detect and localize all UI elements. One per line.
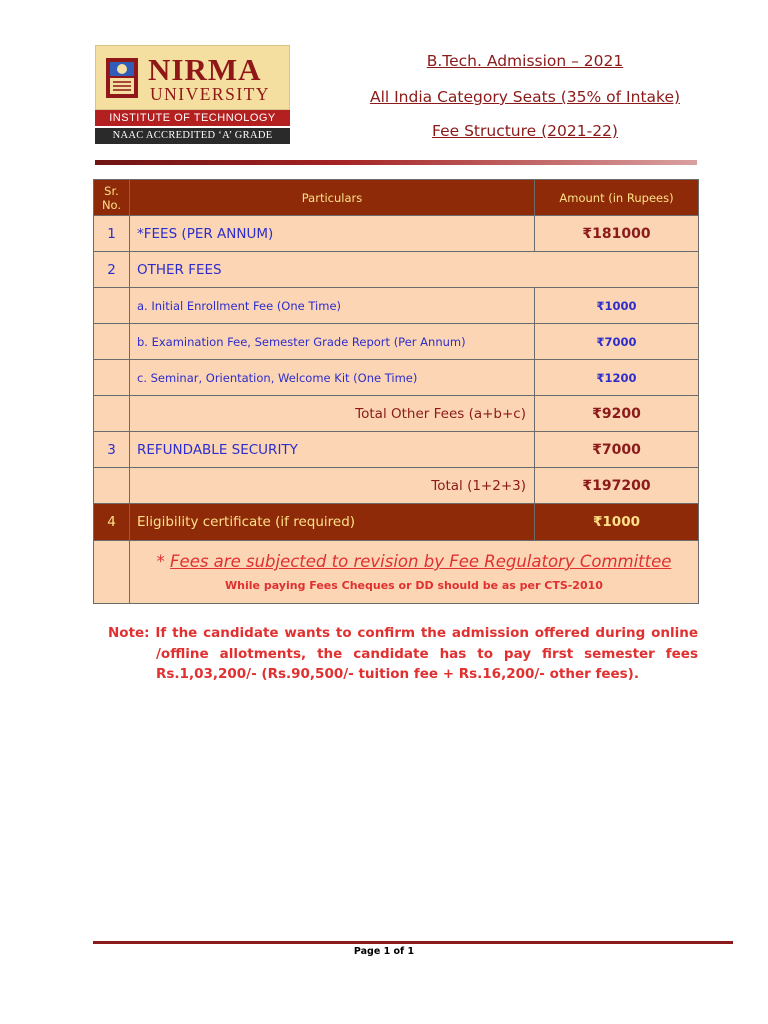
header-sr-no: Sr. No.	[94, 180, 130, 216]
table-row	[94, 288, 699, 324]
note-line: Rs.1,03,200/- (Rs.90,500/- tuition fee + Rs.16,200/- other fees).	[156, 666, 639, 682]
page-subtitle: All India Category Seats (35% of Intake)	[369, 88, 681, 106]
row-amount: ₹7000	[535, 324, 699, 360]
table-row	[94, 432, 699, 468]
row-amount: ₹1000	[535, 288, 699, 324]
fee-revision-warning	[130, 552, 698, 571]
row-sr-no: 2	[94, 252, 130, 288]
table-header-row	[94, 180, 699, 216]
payment-instruction: While paying Fees Cheques or DD should be as per CTS-2010	[225, 579, 603, 592]
table-row	[94, 360, 699, 396]
university-logo	[95, 45, 290, 145]
row-particulars: REFUNDABLE SECURITY	[130, 432, 535, 468]
table-row-notice	[94, 541, 699, 604]
row-sr-no-empty	[94, 541, 130, 604]
logo-accreditation: NAAC ACCREDITED ‘A’ GRADE	[95, 128, 290, 144]
warning-star: *	[156, 552, 171, 571]
logo-banner	[95, 45, 290, 110]
row-sr-no: 3	[94, 432, 130, 468]
row-particulars: c. Seminar, Orientation, Welcome Kit (One Time)	[130, 360, 535, 396]
row-sr-no-empty	[94, 396, 130, 432]
header-divider	[95, 160, 697, 165]
page-number: Page 1 of 1	[353, 946, 415, 957]
row-sr-no-empty	[94, 468, 130, 504]
row-sr-no-empty	[94, 324, 130, 360]
footer-divider	[93, 941, 733, 944]
table-row	[94, 252, 699, 288]
table-row-highlight	[94, 504, 699, 541]
row-particulars: b. Examination Fee, Semester Grade Report (Per Annum)	[130, 324, 535, 360]
grand-total-amount: ₹197200	[535, 468, 699, 504]
row-particulars: OTHER FEES	[130, 252, 699, 288]
table-row	[94, 468, 699, 504]
admission-note	[108, 623, 698, 685]
table-row	[94, 396, 699, 432]
row-amount: ₹1200	[535, 360, 699, 396]
table-row	[94, 216, 699, 252]
row-amount: ₹1000	[535, 504, 699, 541]
note-line: Note: If the candidate wants to confirm the admission offered during online	[108, 625, 698, 641]
logo-subtitle: UNIVERSITY	[150, 84, 270, 104]
header-particulars: Particulars	[130, 180, 535, 216]
row-particulars: *FEES (PER ANNUM)	[130, 216, 535, 252]
warning-text: Fees are subjected to revision by Fee Regulatory Committee	[170, 552, 672, 571]
page-title: B.Tech. Admission – 2021	[426, 52, 624, 70]
row-particulars: Eligibility certificate (if required)	[130, 504, 535, 541]
row-sr-no: 4	[94, 504, 130, 541]
total-other-fees-label: Total Other Fees (a+b+c)	[130, 396, 535, 432]
row-sr-no-empty	[94, 360, 130, 396]
row-sr-no-empty	[94, 288, 130, 324]
table-row	[94, 324, 699, 360]
grand-total-label: Total (1+2+3)	[130, 468, 535, 504]
university-crest-icon	[104, 56, 140, 102]
logo-name: NIRMA	[148, 52, 262, 87]
note-line: /offline allotments, the candidate has to pay first semester fees	[156, 645, 698, 662]
fee-table	[93, 179, 699, 604]
fee-revision-notice	[130, 541, 699, 604]
row-particulars: a. Initial Enrollment Fee (One Time)	[130, 288, 535, 324]
row-amount: ₹7000	[535, 432, 699, 468]
row-sr-no: 1	[94, 216, 130, 252]
row-amount: ₹181000	[535, 216, 699, 252]
header-amount: Amount (in Rupees)	[535, 180, 699, 216]
logo-institute: INSTITUTE OF TECHNOLOGY	[95, 110, 290, 126]
fee-structure-title: Fee Structure (2021-22)	[432, 122, 618, 140]
total-other-fees-amount: ₹9200	[535, 396, 699, 432]
